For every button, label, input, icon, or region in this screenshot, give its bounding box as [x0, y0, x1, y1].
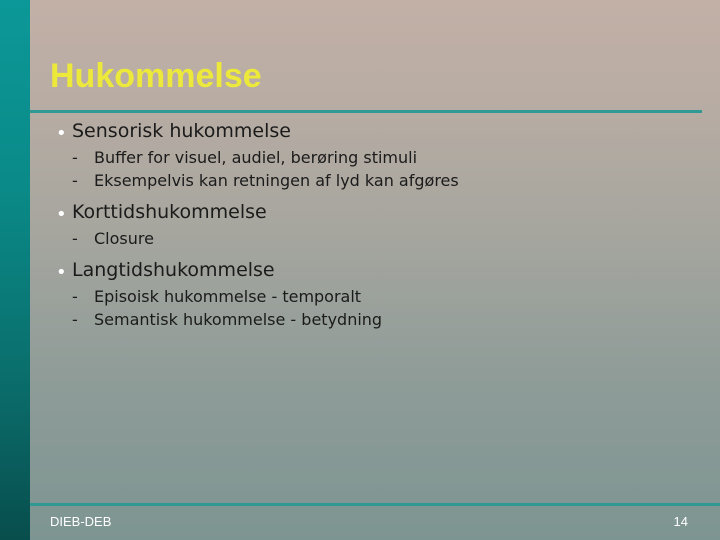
left-accent-band [0, 0, 30, 540]
dash-icon: - [72, 229, 78, 248]
page-number: 14 [673, 514, 688, 529]
dash-icon: - [72, 310, 78, 329]
footer-divider [30, 503, 720, 506]
dash-icon: - [72, 171, 78, 190]
sub-item [72, 286, 690, 309]
sub-item-text: Episoisk hukommelse - temporalt [94, 287, 362, 306]
footer-label: DIEB-DEB [50, 514, 112, 529]
bullet-item-short-term-memory [50, 199, 690, 251]
sub-item [72, 147, 690, 170]
bullet-icon: • [56, 123, 67, 144]
bullet-text: Langtidshukommelse [72, 259, 275, 281]
sub-list [72, 286, 690, 332]
sub-item [72, 228, 690, 251]
slide-title: Hukommelse [50, 57, 262, 95]
sub-list [72, 147, 690, 193]
sub-item-text: Buffer for visuel, audiel, berøring stimuli [94, 148, 418, 167]
sub-item-text: Eksempelvis kan retningen af lyd kan afgøres [94, 171, 459, 190]
bullet-item-long-term-memory [50, 257, 690, 332]
dash-icon: - [72, 287, 78, 306]
sub-item [72, 309, 690, 332]
bullet-icon: • [56, 262, 67, 283]
bullet-item-sensory-memory [50, 118, 690, 193]
sub-item [72, 170, 690, 193]
sub-list [72, 228, 690, 251]
bullet-text: Korttidshukommelse [72, 201, 267, 223]
title-divider [30, 110, 702, 113]
sub-item-text: Semantisk hukommelse - betydning [94, 310, 383, 329]
bullet-text: Sensorisk hukommelse [72, 120, 291, 142]
bullet-list [50, 118, 690, 338]
sub-item-text: Closure [94, 229, 154, 248]
dash-icon: - [72, 148, 78, 167]
bullet-icon: • [56, 204, 67, 225]
